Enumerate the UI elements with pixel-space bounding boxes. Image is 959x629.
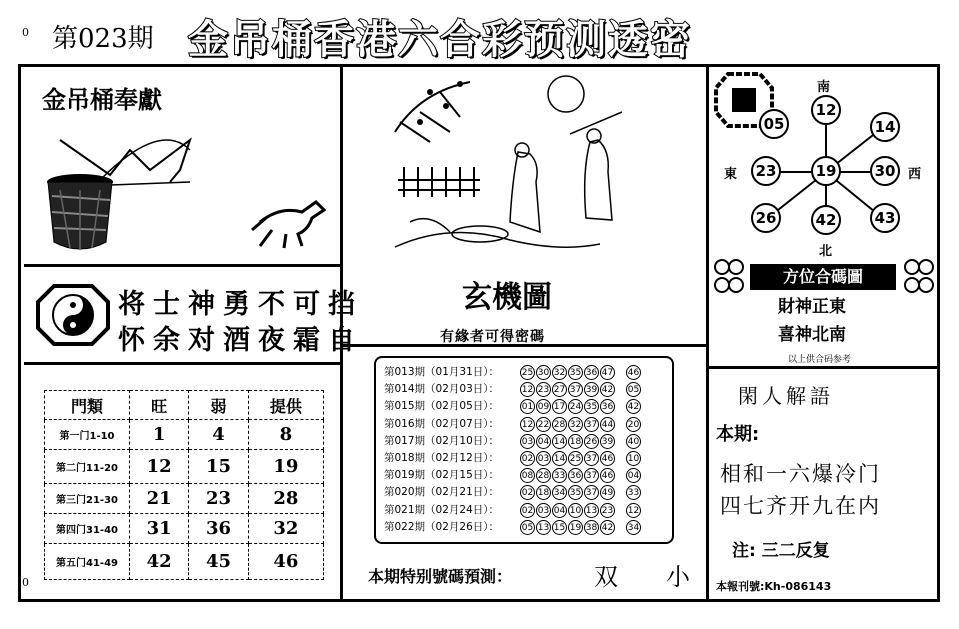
history-ball: 27 bbox=[552, 382, 567, 397]
page-title: 金吊桶香港六合彩预测透密 bbox=[188, 17, 692, 63]
riddle-note: 注: 三二反复 bbox=[732, 541, 830, 561]
history-ball: 37 bbox=[584, 485, 599, 500]
history-row-label: 第014期（02月03日）： bbox=[384, 383, 500, 396]
history-special-ball: 05 bbox=[626, 382, 641, 397]
door-label: 第四门31-40 bbox=[45, 514, 130, 544]
history-ball: 42 bbox=[600, 382, 615, 397]
issue-number: 第023期 bbox=[52, 24, 154, 54]
table-row bbox=[45, 484, 324, 514]
history-ball: 10 bbox=[568, 503, 583, 518]
history-ball: 33 bbox=[552, 468, 567, 483]
history-ball: 08 bbox=[520, 468, 535, 483]
door-header-strong: 旺 bbox=[130, 391, 189, 420]
history-ball: 04 bbox=[536, 434, 551, 449]
history-row bbox=[384, 502, 642, 518]
history-ball: 32 bbox=[552, 365, 567, 380]
history-row bbox=[384, 364, 642, 380]
history-ball: 34 bbox=[552, 485, 567, 500]
door-value: 32 bbox=[248, 514, 323, 544]
bucket-horse-illustration bbox=[40, 130, 330, 260]
door-label: 第一门1-10 bbox=[45, 420, 130, 450]
divider-right-1 bbox=[708, 366, 940, 369]
history-ball: 02 bbox=[520, 485, 535, 500]
history-ball: 04 bbox=[552, 503, 567, 518]
history-row-label: 第015期（02月05日）： bbox=[384, 400, 500, 413]
poem-line-1: 将士神勇不可挡 bbox=[118, 289, 363, 320]
table-row bbox=[45, 420, 324, 450]
history-ball: 14 bbox=[552, 434, 567, 449]
compass-number: 26 bbox=[751, 203, 781, 233]
history-ball: 35 bbox=[568, 365, 583, 380]
history-row-label: 第016期（02月07日）： bbox=[384, 417, 500, 430]
history-ball: 28 bbox=[536, 468, 551, 483]
riddle-line-2: 四七齐开九在内 bbox=[720, 494, 881, 518]
history-ball: 49 bbox=[600, 485, 615, 500]
history-special-ball: 46 bbox=[626, 365, 641, 380]
compass-number: 42 bbox=[811, 205, 841, 235]
compass-center-number: 19 bbox=[811, 156, 841, 186]
special-prediction-label: 本期特别號碼預測： bbox=[368, 567, 513, 586]
history-ball: 46 bbox=[600, 468, 615, 483]
table-row bbox=[45, 450, 324, 484]
history-ball: 12 bbox=[520, 382, 535, 397]
history-ball: 18 bbox=[536, 485, 551, 500]
special-prediction-value-2: 小 bbox=[666, 563, 690, 591]
door-value: 12 bbox=[130, 450, 189, 484]
history-ball: 42 bbox=[600, 520, 615, 535]
mystery-illustration bbox=[390, 72, 640, 262]
poem-line-2: 怀余对酒夜霜自 bbox=[118, 325, 363, 356]
history-row bbox=[384, 450, 642, 466]
door-value: 42 bbox=[130, 544, 189, 580]
corner-mark: 0 bbox=[22, 26, 29, 39]
history-ball: 46 bbox=[600, 451, 615, 466]
joy-god-line: 喜神北南 bbox=[778, 325, 846, 345]
history-ball: 37 bbox=[568, 382, 583, 397]
history-row bbox=[384, 433, 642, 449]
history-special-ball: 40 bbox=[626, 434, 641, 449]
history-ball: 35 bbox=[568, 485, 583, 500]
history-ball: 32 bbox=[568, 417, 583, 432]
history-row-label: 第017期（02月10日）： bbox=[384, 434, 500, 447]
door-label: 第五门41-49 bbox=[45, 544, 130, 580]
history-row bbox=[384, 467, 642, 483]
history-ball: 44 bbox=[600, 417, 615, 432]
history-row-label: 第020期（02月21日）： bbox=[384, 486, 500, 499]
divider-left-2 bbox=[24, 362, 342, 365]
history-ball: 19 bbox=[568, 520, 583, 535]
door-value: 46 bbox=[248, 544, 323, 580]
compass-banner: 方位合碼圖 bbox=[750, 264, 896, 290]
history-ball: 01 bbox=[520, 399, 535, 414]
table-row bbox=[45, 514, 324, 544]
door-value: 28 bbox=[248, 484, 323, 514]
history-ball: 12 bbox=[520, 417, 535, 432]
history-ball: 15 bbox=[552, 520, 567, 535]
history-ball: 03 bbox=[536, 503, 551, 518]
picture-title: 玄機圖 bbox=[462, 280, 552, 315]
divider-left-1 bbox=[24, 264, 342, 267]
history-ball: 26 bbox=[584, 434, 599, 449]
history-ball: 24 bbox=[568, 399, 583, 414]
yin-yang-icon bbox=[36, 284, 110, 346]
history-row bbox=[384, 398, 642, 414]
compass-number: 30 bbox=[870, 156, 900, 186]
door-value: 1 bbox=[130, 420, 189, 450]
riddle-issue-label: 本期: bbox=[716, 424, 760, 445]
door-value: 19 bbox=[248, 450, 323, 484]
history-ball: 38 bbox=[584, 520, 599, 535]
history-ball: 39 bbox=[584, 382, 599, 397]
door-value: 4 bbox=[189, 420, 248, 450]
history-ball: 03 bbox=[520, 434, 535, 449]
history-ball: 47 bbox=[600, 365, 615, 380]
history-ball: 37 bbox=[584, 468, 599, 483]
history-ball: 13 bbox=[584, 503, 599, 518]
door-value: 8 bbox=[248, 420, 323, 450]
history-row-label: 第019期（02月15日）： bbox=[384, 469, 500, 482]
history-row bbox=[384, 519, 642, 535]
footer-mark: 0 bbox=[22, 576, 29, 589]
history-row-label: 第013期（01月31日）： bbox=[384, 366, 500, 378]
history-row-label: 第018期（02月12日）： bbox=[384, 452, 500, 464]
history-ball: 23 bbox=[600, 503, 615, 518]
history-ball: 14 bbox=[552, 451, 567, 466]
door-value: 36 bbox=[189, 514, 248, 544]
history-ball: 30 bbox=[536, 365, 551, 380]
history-ball: 36 bbox=[568, 468, 583, 483]
history-special-ball: 42 bbox=[626, 399, 641, 414]
compass-number: 05 bbox=[759, 109, 789, 139]
offering-heading: 金吊桶奉獻 bbox=[42, 86, 162, 114]
compass-number: 14 bbox=[870, 112, 900, 142]
history-ball: 03 bbox=[536, 451, 551, 466]
history-ball: 05 bbox=[520, 520, 535, 535]
history-ball: 22 bbox=[536, 417, 551, 432]
history-row-label: 第022期（02月26日）： bbox=[384, 520, 500, 533]
wealth-god-line: 財神正東 bbox=[778, 297, 846, 317]
direction-west: 西 bbox=[908, 167, 922, 182]
special-prediction-value-1: 双 bbox=[594, 563, 618, 591]
door-header-weak: 弱 bbox=[189, 391, 248, 420]
door-header-provided: 提供 bbox=[248, 391, 323, 420]
history-ball: 23 bbox=[536, 382, 551, 397]
door-value: 15 bbox=[189, 450, 248, 484]
history-special-ball: 34 bbox=[626, 520, 641, 535]
history-row bbox=[384, 484, 642, 500]
history-ball: 37 bbox=[584, 451, 599, 466]
compass-note: 以上供合码参考 bbox=[788, 355, 852, 365]
history-row bbox=[384, 381, 642, 397]
door-label: 第三门21-30 bbox=[45, 484, 130, 514]
riddle-line-1: 相和一六爆冷门 bbox=[720, 462, 881, 486]
door-value: 21 bbox=[130, 484, 189, 514]
divider-right bbox=[706, 66, 709, 600]
door-value: 23 bbox=[189, 484, 248, 514]
history-ball: 36 bbox=[600, 399, 615, 414]
history-ball: 25 bbox=[568, 451, 583, 466]
history-ball: 37 bbox=[584, 417, 599, 432]
picture-subtitle: 有緣者可得密碼 bbox=[440, 329, 545, 345]
history-ball: 02 bbox=[520, 451, 535, 466]
door-value: 31 bbox=[130, 514, 189, 544]
table-row bbox=[45, 544, 324, 580]
history-special-ball: 12 bbox=[626, 503, 641, 518]
door-header-category: 門類 bbox=[45, 391, 130, 420]
compass-number: 12 bbox=[811, 95, 841, 125]
compass-number: 23 bbox=[751, 156, 781, 186]
history-special-ball: 33 bbox=[626, 485, 641, 500]
history-ball: 28 bbox=[552, 417, 567, 432]
direction-south: 南 bbox=[817, 80, 831, 95]
riddle-heading: 閑人解語 bbox=[738, 384, 834, 408]
history-ball: 36 bbox=[584, 365, 599, 380]
history-special-ball: 04 bbox=[626, 468, 641, 483]
history-ball: 39 bbox=[600, 434, 615, 449]
door-label: 第二门11-20 bbox=[45, 450, 130, 484]
compass-number: 43 bbox=[870, 203, 900, 233]
history-ball: 17 bbox=[552, 399, 567, 414]
history-row-label: 第021期（02月24日）： bbox=[384, 503, 500, 516]
history-ball: 35 bbox=[584, 399, 599, 414]
history-ball: 25 bbox=[520, 365, 535, 380]
history-special-ball: 20 bbox=[626, 417, 641, 432]
history-ball: 09 bbox=[536, 399, 551, 414]
door-value: 45 bbox=[189, 544, 248, 580]
history-ball: 18 bbox=[568, 434, 583, 449]
publication-number: 本報刊號:Kh-086143 bbox=[716, 580, 832, 593]
direction-east: 東 bbox=[724, 167, 738, 182]
history-special-ball: 10 bbox=[626, 451, 641, 466]
door-table bbox=[44, 390, 324, 580]
history-ball: 02 bbox=[520, 503, 535, 518]
direction-north: 北 bbox=[819, 244, 833, 259]
history-row bbox=[384, 416, 642, 432]
history-ball: 13 bbox=[536, 520, 551, 535]
